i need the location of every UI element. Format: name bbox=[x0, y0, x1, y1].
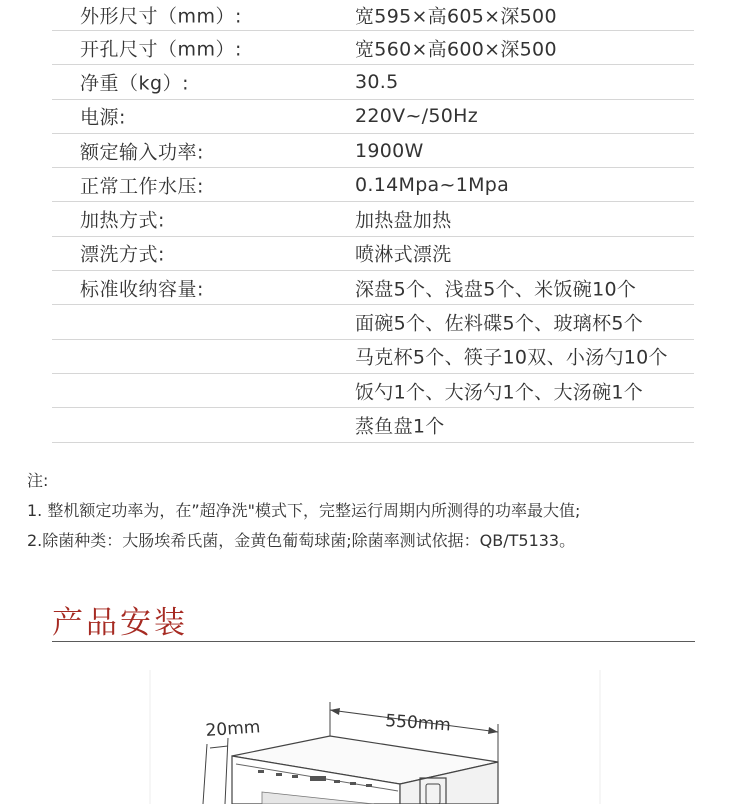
spec-value: 深盘5个、浅盘5个、米饭碗10个 bbox=[355, 278, 637, 301]
spec-label: 额定输入功率: bbox=[80, 141, 204, 164]
spec-row bbox=[52, 408, 694, 442]
spec-value: 0.14Mpa~1Mpa bbox=[355, 173, 510, 196]
spec-table bbox=[52, 0, 694, 443]
spec-row bbox=[52, 237, 694, 271]
spec-value: 面碗5个、佐料碟5个、玻璃杯5个 bbox=[355, 312, 644, 335]
depth-extension-line bbox=[203, 744, 207, 804]
arrow-left-icon bbox=[330, 708, 340, 715]
control-button bbox=[350, 782, 356, 785]
spec-row bbox=[52, 0, 694, 31]
spec-value: 喷淋式漂洗 bbox=[355, 243, 452, 266]
control-button bbox=[334, 780, 340, 783]
arrow-right-icon bbox=[488, 727, 498, 734]
notes bbox=[27, 468, 580, 558]
spec-label: 正常工作水压: bbox=[80, 175, 204, 198]
note-line-1: 1. 整机额定功率为，在”超净洗"模式下，完整运行周期内所测得的功率最大值; bbox=[27, 501, 581, 520]
spec-value: 宽595×高605×深500 bbox=[355, 5, 557, 28]
spec-row bbox=[52, 134, 694, 168]
spec-value: 宽560×高600×深500 bbox=[355, 38, 557, 61]
spec-value: 蒸鱼盘1个 bbox=[355, 415, 445, 438]
spec-value: 1900W bbox=[355, 139, 424, 162]
spec-value: 马克杯5个、筷子10双、小汤勺10个 bbox=[355, 346, 668, 369]
spec-row bbox=[52, 100, 694, 134]
spec-row bbox=[52, 65, 694, 99]
control-button bbox=[258, 770, 264, 773]
control-button bbox=[292, 775, 298, 778]
spec-row bbox=[52, 305, 694, 339]
spec-row bbox=[52, 271, 694, 305]
spec-row bbox=[52, 202, 694, 236]
control-button bbox=[366, 784, 372, 787]
depth-extension-line bbox=[225, 738, 228, 804]
spec-label: 加热方式: bbox=[80, 209, 165, 232]
dishwasher-illustration bbox=[232, 736, 498, 804]
installation-diagram bbox=[0, 660, 750, 804]
spec-label: 开孔尺寸（mm）: bbox=[80, 38, 242, 61]
section-title: 产品安装 bbox=[52, 605, 188, 641]
width-label: 550mm bbox=[384, 711, 452, 736]
spec-label: 净重（kg）: bbox=[80, 72, 189, 95]
section-divider bbox=[52, 641, 695, 642]
spec-label: 外形尺寸（mm）: bbox=[80, 5, 242, 28]
spec-row bbox=[52, 31, 694, 65]
depth-dimension-line bbox=[210, 746, 228, 748]
spec-label: 标准收纳容量: bbox=[80, 278, 204, 301]
spec-row bbox=[52, 168, 694, 202]
spec-value: 30.5 bbox=[355, 70, 399, 93]
depth-label: 20mm bbox=[204, 717, 261, 741]
spec-row bbox=[52, 374, 694, 408]
spec-row bbox=[52, 340, 694, 374]
display-panel bbox=[310, 776, 326, 781]
note-line-2: 2.除菌种类：大肠埃希氏菌，金黄色葡萄球菌;除菌率测试依据：QB/T5133。 bbox=[27, 531, 576, 550]
control-button bbox=[276, 773, 282, 776]
notes-heading: 注: bbox=[27, 471, 49, 490]
spec-value: 加热盘加热 bbox=[355, 209, 452, 232]
spec-value: 饭勺1个、大汤勺1个、大汤碗1个 bbox=[355, 381, 644, 404]
spec-label: 漂洗方式: bbox=[80, 243, 165, 266]
installation-diagram-svg bbox=[0, 660, 750, 804]
spec-value: 220V~/50Hz bbox=[355, 105, 479, 128]
spec-label: 电源: bbox=[80, 106, 126, 129]
